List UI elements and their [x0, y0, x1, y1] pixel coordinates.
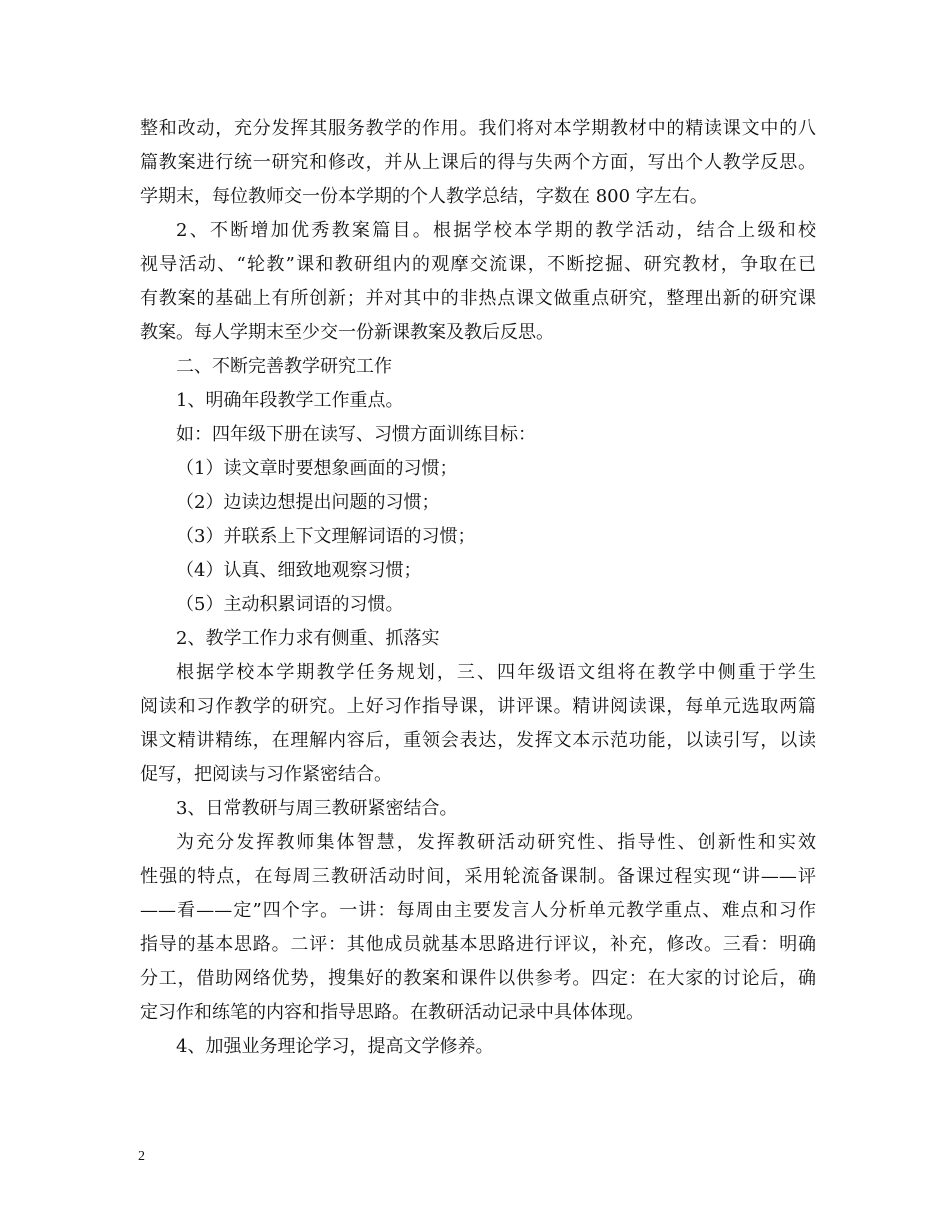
text-line: 促写，把阅读与习作紧密结合。 [140, 764, 392, 785]
text-line: 有教案的基础上有所创新；并对其中的非热点课文做重点研究，整理出新的研究课 [140, 288, 816, 309]
text-line: 分工，借助网络优势，搜集好的教案和课件以供参考。四定：在大家的讨论后，确 [140, 968, 816, 989]
text-line: 如：四年级下册在读写、习惯方面训练目标： [176, 424, 536, 445]
list-item: （2）边读边想提出问题的习惯； [176, 492, 440, 513]
paragraph-start-line: 根据学校本学期教学任务规划，三、四年级语文组将在教学中侧重于学生 [176, 662, 816, 683]
list-item: （5）主动积累词语的习惯。 [176, 594, 404, 615]
text-line: 指导的基本思路。二评：其他成员就基本思路进行评议，补充，修改。三看：明确 [140, 934, 816, 955]
text-line: 定习作和练笔的内容和指导思路。在教研活动记录中具体体现。 [140, 1002, 644, 1023]
subheading: 4、加强业务理论学习，提高文学修养。 [176, 1036, 494, 1057]
subheading: 2、教学工作力求有侧重、抓落实 [176, 628, 440, 649]
text-line: 学期末，每位教师交一份本学期的个人教学总结，字数在 800 字左右。 [140, 186, 708, 207]
text-line: 阅读和习作教学的研究。上好习作指导课，讲评课。精讲阅读课，每单元选取两篇 [140, 696, 816, 717]
text-line: 教案。每人学期末至少交一份新课教案及教后反思。 [140, 322, 554, 343]
list-item: （3）并联系上下文理解词语的习惯； [176, 526, 476, 547]
subheading: 3、日常教研与周三教研紧密结合。 [176, 798, 458, 819]
text-line: 视导活动、“轮教”课和教研组内的观摩交流课，不断挖掘、研究教材，争取在已 [140, 254, 816, 275]
section-heading: 二、不断完善教学研究工作 [176, 356, 392, 377]
paragraph-start-line: 2、不断增加优秀教案篇目。根据学校本学期的教学活动，结合上级和校 [176, 220, 816, 241]
list-item: （4）认真、细致地观察习惯； [176, 560, 422, 581]
paragraph-start-line: 为充分发挥教师集体智慧，发挥教研活动研究性、指导性、创新性和实效 [176, 832, 816, 853]
page-number: 2 [138, 1149, 145, 1164]
text-line: 篇教案进行统一研究和修改，并从上课后的得与失两个方面，写出个人教学反思。 [140, 152, 816, 173]
subheading: 1、明确年段教学工作重点。 [176, 390, 404, 411]
text-line: ——看——定”四个字。一讲：每周由主要发言人分析单元教学重点、难点和习作 [140, 900, 816, 921]
list-item: （1）读文章时要想象画面的习惯； [176, 458, 458, 479]
text-line: 性强的特点，在每周三教研活动时间，采用轮流备课制。备课过程实现“讲——评 [140, 866, 816, 887]
text-line: 课文精讲精练，在理解内容后，重领会表达，发挥文本示范功能，以读引写，以读 [140, 730, 816, 751]
text-line: 整和改动，充分发挥其服务教学的作用。我们将对本学期教材中的精读课文中的八 [140, 118, 816, 139]
